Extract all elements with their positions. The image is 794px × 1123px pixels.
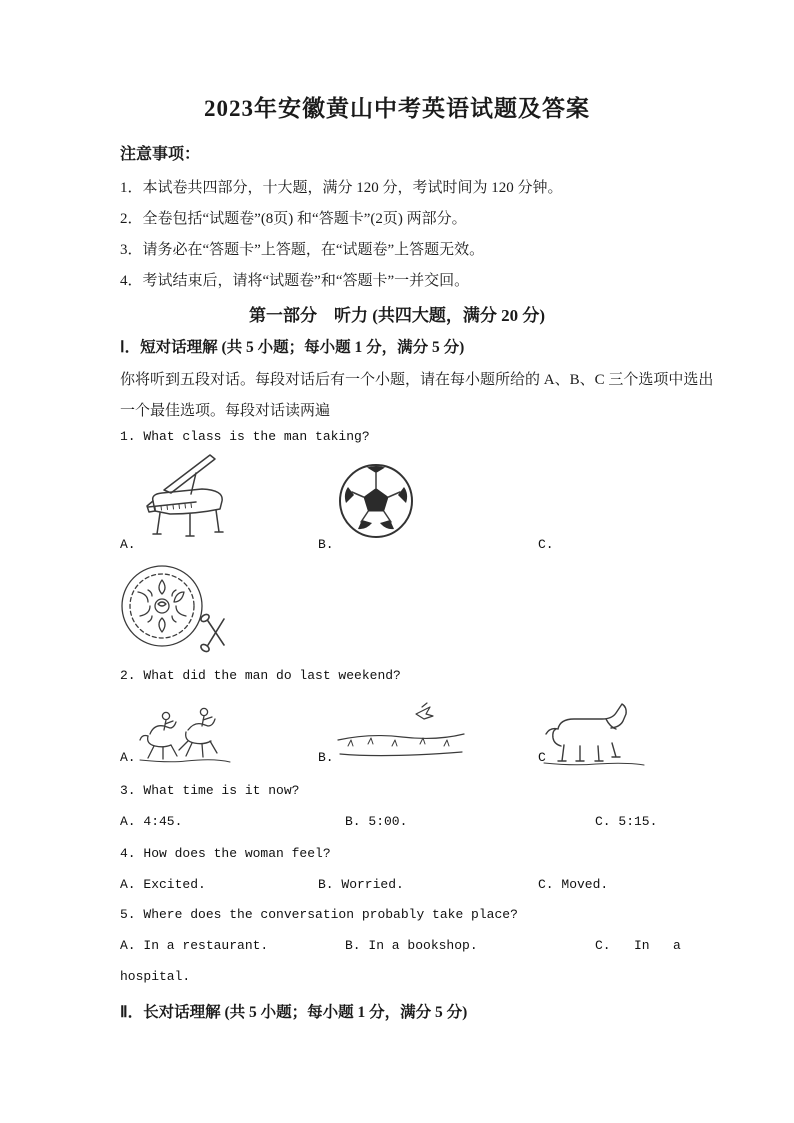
page-title: 2023年安徽黄山中考英语试题及答案 [204, 96, 590, 121]
note-item: 3．请务必在“答题卡”上答题，在“试题卷”上答题无效。 [120, 242, 485, 258]
horse-image [536, 699, 654, 767]
q4-option-c: C. Moved. [538, 877, 609, 892]
scissors-icon [200, 613, 224, 653]
horse-riding-image [136, 694, 236, 764]
part2-heading: Ⅱ．长对话理解 (共 5 小题；每小题 1 分，满分 5 分) [120, 1004, 468, 1021]
q3-option-c: C. 5:15. [595, 814, 658, 829]
note-item: 4．考试结束后，请将“试题卷”和“答题卡”一并交回。 [120, 273, 470, 289]
q2-option-b: B. [318, 750, 334, 765]
note-item: 2．全卷包括“试题卷”(8页) 和“答题卡”(2页) 两部分。 [120, 211, 467, 227]
q3-option-b: B. 5:00. [345, 814, 408, 829]
q1-option-c: C. [538, 537, 554, 552]
notes-heading: 注意事项： [120, 146, 201, 163]
q5-option-c-wrap: hospital. [120, 969, 191, 984]
q4-option-b: B. Worried. [318, 877, 404, 892]
question-1-text: 1. What class is the man taking? [120, 429, 370, 444]
q5-option-b: B. In a bookshop. [345, 938, 478, 953]
q4-option-a: A. Excited. [120, 877, 206, 892]
part1-instructions-line2: 一个最佳选项。每段对话读两遍 [120, 403, 331, 419]
question-5-text: 5. Where does the conversation probably take place? [120, 907, 518, 922]
soccer-ball-image [336, 461, 416, 541]
q5-option-c: C. In a [595, 938, 681, 953]
paper-cutting-image [118, 559, 236, 655]
question-2-text: 2. What did the man do last weekend? [120, 668, 401, 683]
q2-option-a: A. [120, 750, 136, 765]
question-3-text: 3. What time is it now? [120, 783, 300, 798]
note-item: 1．本试卷共四部分，十大题，满分 120 分，考试时间为 120 分钟。 [120, 180, 563, 196]
q1-option-a: A. [120, 537, 136, 552]
part1-instructions-line1: 你将听到五段对话。每段对话后有一个小题，请在每小题所给的 A、B、C 三个选项中选出 [120, 372, 714, 388]
listening-section-heading: 第一部分 听力 (共四大题，满分 20 分) [248, 306, 546, 325]
q5-option-a: A. In a restaurant. [120, 938, 269, 953]
question-4-text: 4. How does the woman feel? [120, 846, 331, 861]
field-with-plane-image [334, 702, 469, 758]
part1-heading: Ⅰ．短对话理解 (共 5 小题；每小题 1 分，满分 5 分) [120, 339, 465, 356]
piano-image [138, 450, 238, 542]
q3-option-a: A. 4:45. [120, 814, 183, 829]
q2-option-c: C [538, 750, 546, 765]
q1-option-b: B. [318, 537, 334, 552]
